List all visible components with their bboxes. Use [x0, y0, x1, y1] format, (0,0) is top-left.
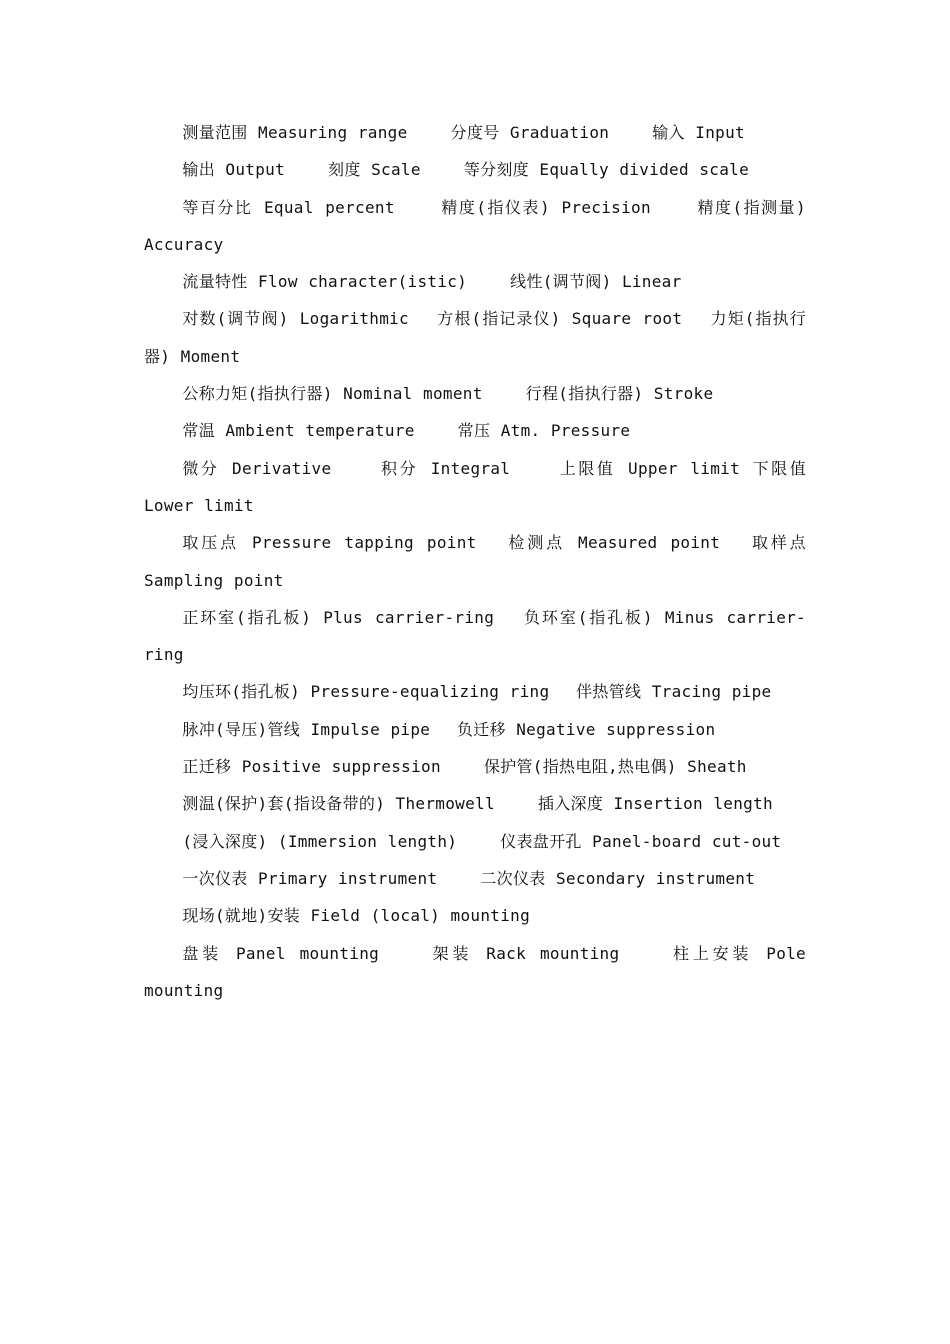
glossary-paragraph: 脉冲(导压)管线 Impulse pipe 负迁移 Negative suppression [182, 719, 716, 739]
glossary-paragraph: 公称力矩(指执行器) Nominal moment 行程(指执行器) Stroke [182, 384, 714, 404]
glossary-paragraph: 均压环(指孔板) Pressure-equalizing ring 伴热管线 Tracing pipe [182, 682, 772, 702]
glossary-paragraph: (浸入深度) (Immersion length) 仪表盘开孔 Panel-board cut-out [182, 831, 782, 851]
glossary-paragraph: 对数(调节阀) Logarithmic 方根(指记录仪) Square root 力矩(指执行器) Moment [144, 309, 806, 366]
glossary-paragraph: 常温 Ambient temperature 常压 Atm. Pressure [182, 421, 631, 441]
glossary-paragraph: 测温(保护)套(指设备带的) Thermowell 插入深度 Insertion length [182, 794, 773, 814]
glossary-paragraph: 取压点 Pressure tapping point 检测点 Measured point 取样点 Sampling point [144, 533, 806, 590]
glossary-paragraph: 正环室(指孔板) Plus carrier-ring 负环室(指孔板) Minus carrier-ring [144, 607, 806, 665]
glossary-paragraph: 测量范围 Measuring range 分度号 Graduation 输入 Input [182, 123, 745, 142]
glossary-paragraph: 正迁移 Positive suppression 保护管(指热电阻,热电偶) Sheath [182, 757, 747, 777]
document-body [144, 114, 806, 1009]
glossary-paragraph: 微分 Derivative 积分 Integral 上限值 Upper limit 下限值 Lower limit [144, 458, 806, 515]
glossary-paragraph: 一次仪表 Primary instrument 二次仪表 Secondary instrument [182, 868, 756, 888]
glossary-paragraph: 盘装 Panel mounting 架装 Rack mounting 柱上安装 Pole mounting [144, 943, 806, 1000]
glossary-paragraph: 输出 Output 刻度 Scale 等分刻度 Equally divided scale [182, 160, 750, 180]
glossary-paragraph: 现场(就地)安装 Field (local) mounting [182, 906, 531, 926]
glossary-paragraph: 流量特性 Flow character(istic) 线性(调节阀) Linear [182, 272, 682, 292]
glossary-paragraph: 等百分比 Equal percent 精度(指仪表) Precision 精度(指测量) Accuracy [144, 197, 806, 254]
